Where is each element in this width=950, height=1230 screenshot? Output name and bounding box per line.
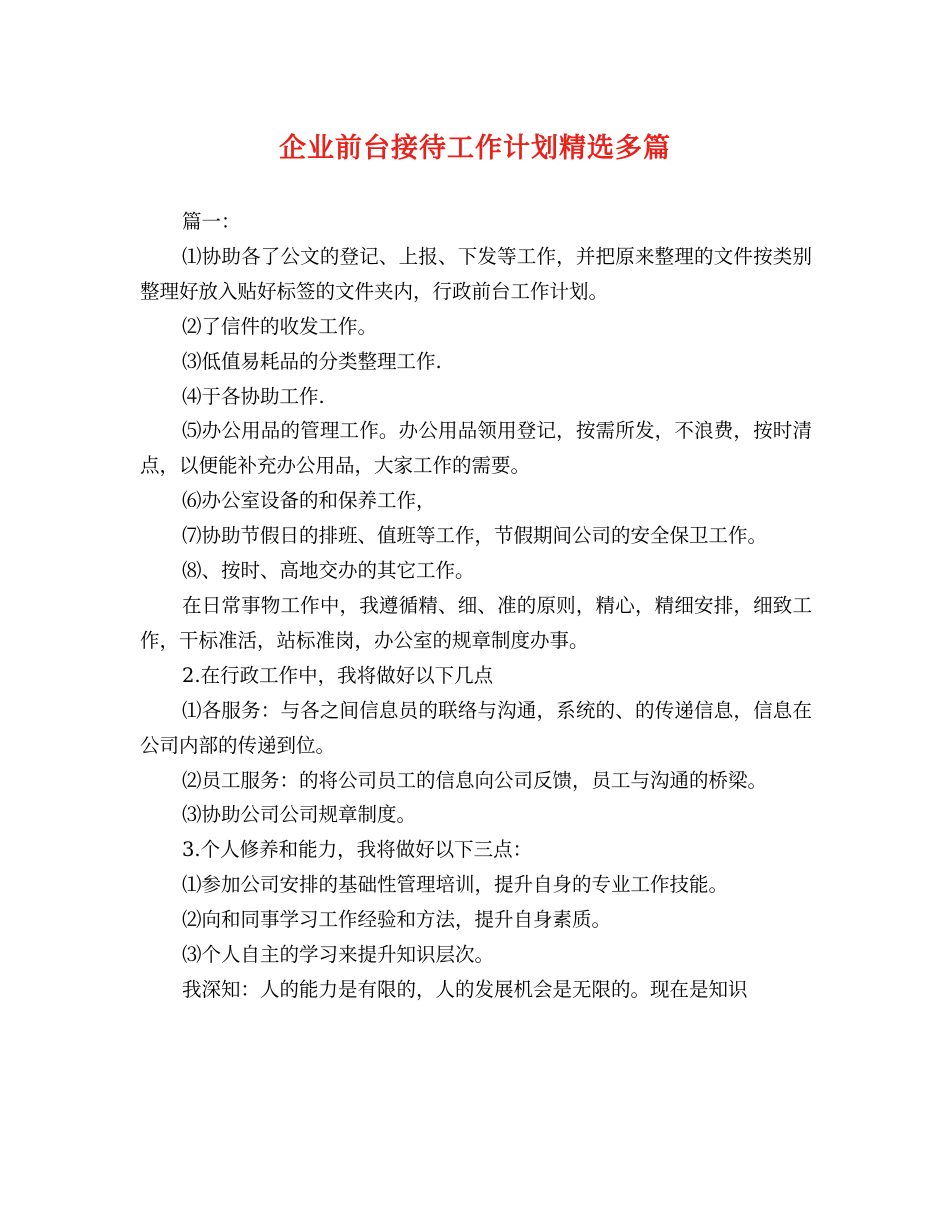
paragraph: 我深知：人的能力是有限的，人的发展机会是无限的。现在是知识 (182, 977, 748, 1001)
paragraph: 2.在行政工作中，我将做好以下几点 (182, 663, 494, 687)
paragraph: 在日常事物工作中，我遵循精、细、准的原则，精心，精细安排，细致工作，干标准活，站标准岗，办公室的规章制度办事。 (140, 593, 812, 652)
paragraph: ⑻、按时、高地交办的其它工作。 (182, 559, 475, 583)
paragraph: ⑷于各协助工作. (182, 384, 325, 408)
paragraph: ⑵了信件的收发工作。 (182, 314, 378, 338)
document-title: 企业前台接待工作计划精选多篇 (279, 133, 671, 164)
paragraph: 3.个人修养和能力，我将做好以下三点： (182, 838, 533, 862)
paragraph: ⑴参加公司安排的基础性管理培训，提升自身的专业工作技能。 (182, 873, 729, 897)
document-body (140, 205, 812, 1008)
paragraph: ⑶个人自主的学习来提升知识层次。 (182, 943, 495, 967)
paragraph: ⑵向和同事学习工作经验和方法，提升自身素质。 (182, 908, 612, 932)
paragraph: ⑺协助节假日的排班、值班等工作，节假期间公司的安全保卫工作。 (182, 524, 768, 548)
paragraph: ⑵员工服务：的将公司员工的信息向公司反馈，员工与沟通的桥梁。 (182, 768, 768, 792)
paragraph: ⑴各服务：与各之间信息员的联络与沟通，系统的、的传递信息，信息在公司内部的传递到位。 (140, 698, 812, 757)
paragraph: ⑴协助各了公文的登记、上报、下发等工作，并把原来整理的文件按类别整理好放入贴好标签的文件夹内，行政前台工作计划。 (140, 244, 812, 303)
paragraph: ⑸办公用品的管理工作。办公用品领用登记，按需所发，不浪费，按时清点，以便能补充办公用品，大家工作的需要。 (140, 419, 812, 478)
paragraph: 篇一： (182, 210, 241, 233)
paragraph: ⑶协助公司公司规章制度。 (182, 803, 417, 827)
paragraph: ⑹办公室设备的和保养工作， (182, 489, 436, 513)
paragraph: ⑶低值易耗品的分类整理工作. (182, 349, 442, 373)
